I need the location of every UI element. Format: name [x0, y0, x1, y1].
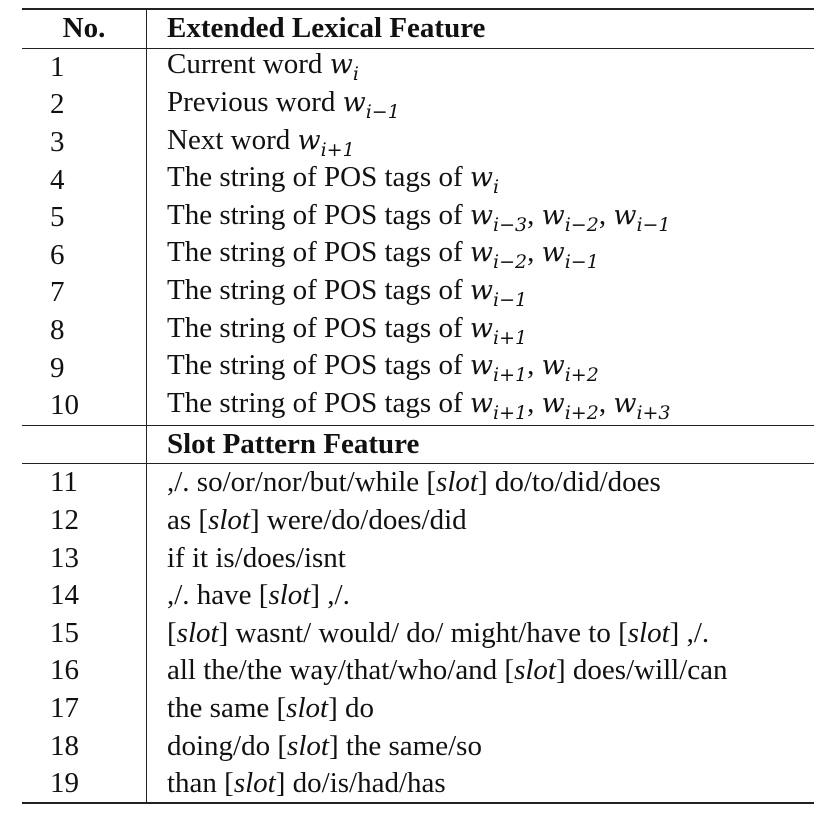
feature-number: 3: [22, 124, 147, 162]
feature-text: The string of POS tags of: [167, 349, 463, 382]
lexical-feature-row: [22, 312, 814, 350]
lexical-feature-row: [22, 387, 814, 425]
slot-pattern-row: [22, 690, 814, 728]
table-body: [22, 9, 814, 803]
feature-number: 11: [22, 464, 147, 502]
slot-placeholder: slot: [268, 579, 311, 612]
variable-subscript: i−1: [493, 288, 528, 311]
pattern-fragment: if it is/does/isnt: [167, 541, 346, 574]
word-variable: [469, 274, 528, 311]
feature-number: 16: [22, 652, 147, 690]
variable-base: w: [541, 387, 565, 419]
variable-base: w: [469, 162, 493, 194]
pattern-fragment: ] the same/so: [328, 729, 482, 762]
pattern-fragment: ] ,/.: [669, 616, 710, 649]
slot-placeholder: slot: [233, 767, 276, 800]
pattern-fragment: the same [: [167, 691, 287, 724]
slot-pattern-text: [147, 727, 815, 765]
variable-separator: ,: [527, 349, 542, 382]
word-variable: [469, 162, 500, 199]
lexical-feature-row: [22, 48, 814, 86]
feature-description: [147, 161, 815, 199]
word-variable: [469, 350, 528, 387]
feature-description: [147, 237, 815, 275]
variable-base: w: [329, 49, 353, 81]
slot-pattern-row: [22, 464, 814, 502]
pattern-fragment: all the/the way/that/who/and [: [167, 654, 515, 687]
slot-pattern-row: [22, 502, 814, 540]
pattern-fragment: ] wasnt/ would/ do/ might/have to [: [218, 616, 628, 649]
slot-placeholder: slot: [176, 616, 219, 649]
feature-number: 9: [22, 349, 147, 387]
feature-number: 6: [22, 237, 147, 275]
variable-base: w: [469, 350, 493, 382]
slot-pattern-text: [147, 539, 815, 577]
word-variable: [613, 199, 671, 236]
variable-subscript: i: [352, 63, 359, 86]
variable-base: w: [469, 199, 493, 231]
header-row: [22, 9, 814, 48]
feature-text: The string of POS tags of: [167, 198, 463, 231]
pattern-fragment: ,/. have [: [167, 579, 269, 612]
word-variable: [541, 237, 599, 274]
lexical-feature-row: [22, 237, 814, 275]
feature-number: 8: [22, 312, 147, 350]
slot-pattern-text: [147, 502, 815, 540]
variable-subscript: i+1: [493, 364, 528, 387]
variable-subscript: i: [493, 176, 500, 199]
feature-description: [147, 349, 815, 387]
variable-subscript: i−1: [564, 251, 599, 274]
slot-section-header-row: [22, 425, 814, 464]
variable-subscript: i+2: [564, 364, 599, 387]
feature-table: [22, 8, 814, 804]
feature-number: 4: [22, 161, 147, 199]
slot-pattern-row: [22, 539, 814, 577]
feature-text: The string of POS tags of: [167, 161, 463, 194]
slot-placeholder: slot: [627, 616, 670, 649]
pattern-fragment: ] do: [328, 691, 374, 724]
slot-pattern-text: [147, 652, 815, 690]
variable-base: w: [541, 237, 565, 269]
feature-number: 1: [22, 48, 147, 86]
feature-description: [147, 274, 815, 312]
feature-number: 14: [22, 577, 147, 615]
slot-placeholder: slot: [208, 504, 250, 537]
variable-subscript: i−1: [636, 213, 671, 236]
pattern-fragment: as [: [167, 504, 209, 537]
variable-separator: ,: [598, 198, 614, 231]
word-variable: [469, 237, 528, 274]
slot-pattern-text: [147, 577, 815, 615]
pattern-fragment: than [: [167, 767, 234, 800]
lexical-feature-row: [22, 161, 814, 199]
variable-separator: ,: [527, 386, 542, 419]
slot-placeholder: slot: [436, 466, 478, 499]
variable-base: w: [613, 199, 637, 231]
feature-text: The string of POS tags of: [167, 273, 463, 306]
slot-section-header: Slot Pattern Feature: [147, 425, 815, 464]
slot-pattern-text: [147, 690, 815, 728]
variable-subscript: i+3: [636, 401, 671, 424]
feature-description: [147, 199, 815, 237]
feature-text: The string of POS tags of: [167, 311, 463, 344]
feature-number: 15: [22, 615, 147, 653]
slot-pattern-text: [147, 765, 815, 804]
pattern-fragment: ] were/do/does/did: [249, 504, 467, 537]
slot-pattern-row: [22, 765, 814, 804]
pattern-fragment: ] does/will/can: [556, 654, 728, 687]
pattern-fragment: doing/do [: [167, 729, 288, 762]
feature-description: [147, 86, 815, 124]
lexical-section-header: Extended Lexical Feature: [147, 9, 815, 48]
word-variable: [541, 387, 599, 424]
variable-subscript: i+1: [493, 401, 528, 424]
variable-separator: ,: [527, 236, 542, 269]
slot-placeholder: slot: [287, 729, 329, 762]
lexical-feature-row: [22, 199, 814, 237]
lexical-feature-row: [22, 349, 814, 387]
lexical-feature-row: [22, 274, 814, 312]
variable-subscript: i−1: [365, 100, 400, 123]
number-column-header: No.: [22, 9, 147, 48]
variable-base: w: [469, 237, 493, 269]
variable-subscript: i+2: [564, 401, 599, 424]
feature-description: [147, 312, 815, 350]
pattern-fragment: ] do/is/had/has: [275, 767, 446, 800]
variable-base: w: [469, 312, 493, 344]
pattern-fragment: ] do/to/did/does: [477, 466, 661, 499]
variable-base: w: [469, 387, 493, 419]
variable-base: w: [541, 199, 565, 231]
slot-pattern-text: [147, 464, 815, 502]
lexical-feature-row: [22, 124, 814, 162]
lexical-feature-row: [22, 86, 814, 124]
feature-number: 10: [22, 387, 147, 425]
pattern-fragment: ] ,/.: [310, 579, 350, 612]
slot-pattern-row: [22, 652, 814, 690]
feature-number: 17: [22, 690, 147, 728]
feature-text: Current word: [167, 48, 323, 81]
variable-base: w: [297, 124, 321, 156]
word-variable: [541, 350, 599, 387]
word-variable: [613, 387, 671, 424]
slot-pattern-row: [22, 577, 814, 615]
slot-pattern-row: [22, 727, 814, 765]
word-variable: [342, 86, 400, 123]
feature-text: Next word: [167, 123, 291, 156]
word-variable: [469, 387, 528, 424]
variable-subscript: i+1: [493, 326, 528, 349]
slot-placeholder: slot: [286, 691, 329, 724]
variable-separator: ,: [598, 386, 614, 419]
word-variable: [329, 49, 359, 86]
feature-number: 13: [22, 539, 147, 577]
variable-base: w: [613, 387, 637, 419]
variable-subscript: i−2: [493, 251, 528, 274]
slot-placeholder: slot: [514, 654, 556, 687]
variable-separator: ,: [527, 198, 542, 231]
slot-pattern-text: [147, 615, 815, 653]
slot-pattern-row: [22, 615, 814, 653]
variable-base: w: [469, 274, 493, 306]
empty-number-cell: [22, 425, 147, 464]
word-variable: [297, 124, 355, 161]
word-variable: [469, 312, 528, 349]
feature-number: 7: [22, 274, 147, 312]
variable-subscript: i−3: [493, 213, 528, 236]
pattern-fragment: ,/. so/or/nor/but/while [: [167, 466, 437, 499]
feature-number: 18: [22, 727, 147, 765]
pattern-fragment: [: [167, 616, 177, 649]
feature-number: 2: [22, 86, 147, 124]
feature-description: [147, 387, 815, 425]
variable-base: w: [541, 350, 565, 382]
variable-base: w: [342, 86, 366, 118]
feature-number: 12: [22, 502, 147, 540]
feature-description: [147, 124, 815, 162]
feature-text: The string of POS tags of: [167, 236, 463, 269]
feature-description: [147, 48, 815, 86]
variable-subscript: i+1: [320, 138, 355, 161]
feature-text: Previous word: [167, 85, 336, 118]
word-variable: [469, 199, 528, 236]
feature-text: The string of POS tags of: [167, 386, 463, 419]
variable-subscript: i−2: [564, 213, 599, 236]
feature-number: 5: [22, 199, 147, 237]
feature-number: 19: [22, 765, 147, 804]
word-variable: [541, 199, 599, 236]
